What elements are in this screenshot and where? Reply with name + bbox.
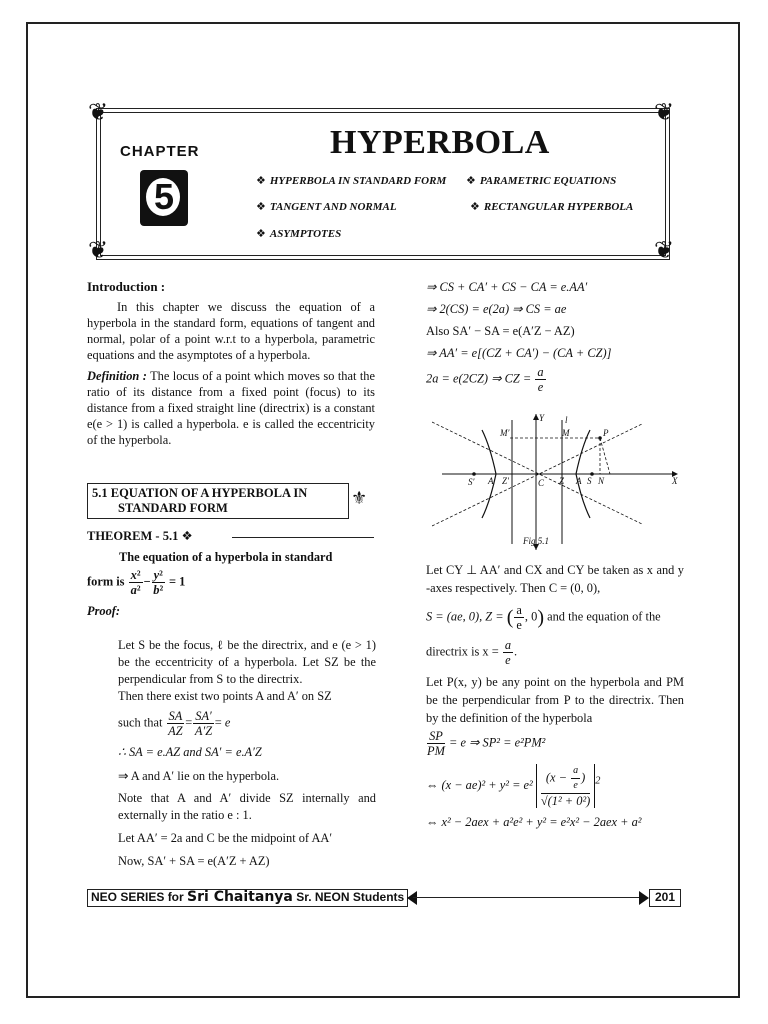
- fig-label: N: [598, 476, 605, 486]
- ornament-corner-icon: ❦: [654, 98, 675, 126]
- fig-label: A′: [488, 476, 496, 486]
- proof-line: ⇒ A and A′ lie on the hyperbola.: [118, 769, 280, 783]
- fig-label: M′: [500, 428, 510, 438]
- equation-line: ⇒ AA′ = e[(CZ + CA′) − (CA + CZ)]: [426, 346, 612, 360]
- chapter-label: CHAPTER: [120, 143, 200, 160]
- section-ornament-icon: ⚜: [351, 488, 368, 509]
- fig-label: M: [562, 428, 570, 438]
- proof-line: Now, SA′ + SA = e(A′Z + AZ): [118, 854, 270, 868]
- fig-label: Y: [539, 413, 545, 423]
- theorem-rule: [232, 537, 374, 538]
- series-label: NEO SERIES for Sri Chaitanya Sr. NEON Students: [87, 889, 408, 907]
- theorem-text: The equation of a hyperbola in standard: [119, 550, 333, 564]
- diamond-bullet-icon: ❖: [256, 174, 266, 187]
- intro-paragraph: In this chapter we discuss the equation of a hyperbola in the standard form, equations of tangent and normal, polar of a point w.r.t to a hyperbola, parametric equations and the asymptotes of a hyperbola.: [87, 300, 375, 362]
- equation-line: Also SA′ − SA = e(A′Z − AZ): [426, 324, 575, 338]
- proof-line: Then there exist two points A and A′ on SZ: [118, 689, 332, 703]
- right-column-lower: [426, 561, 684, 830]
- section-heading-box: [87, 483, 349, 519]
- arrow-right-icon: [639, 891, 649, 905]
- proof-line: Let S be the focus, ℓ be the directrix, and e (e > 1) be the eccentricity of a hyperbola. Let SZ be the perpendicular from S to the directrix.: [118, 638, 376, 686]
- proof-line: ∴ SA = e.AZ and SA′ = e.A′Z: [118, 745, 262, 759]
- right-column: [426, 279, 684, 394]
- footer-rule: [413, 897, 643, 898]
- hyperbola-figure: [432, 412, 682, 552]
- chapter-title: HYPERBOLA: [330, 124, 550, 161]
- definition-paragraph: Definition : The locus of a point which moves so that the ratio of its distance from a fixed point (focus) to its distance from a fixed straight line (directrix) is a constant e(e > 1) is called a hyperbola. e is called the eccentricity of the hyperbola.: [87, 369, 375, 447]
- theorem-block: [87, 549, 375, 619]
- topic-item: ❖ ASYMPTOTES: [256, 227, 342, 240]
- section-title: 5.1 EQUATION OF A HYPERBOLA IN: [92, 486, 308, 500]
- equation-line: 2a = e(2CZ) ⇒ CZ = $\frac{a}{e}$: [426, 365, 544, 394]
- fig-label: S′: [468, 477, 475, 487]
- asymptote: [432, 422, 642, 524]
- ornament-corner-icon: ❦: [88, 236, 109, 264]
- fig-label: l: [565, 415, 568, 425]
- proof-equation: such that $\frac{SA}{AZ}$ = $\frac{SA'}{A'Z}$ = e: [118, 709, 231, 738]
- equation-line: directrix is x = $\frac{a}{e}$ .: [426, 638, 518, 667]
- fig-label: Z′: [502, 476, 509, 486]
- page-footer: [87, 889, 681, 907]
- figure-caption: Fig 5.1: [523, 536, 549, 546]
- equation-line: ⇒ CS + CA′ + CS − CA = e.AA′: [426, 280, 588, 294]
- topic-item: ❖ HYPERBOLA IN STANDARD FORM: [256, 174, 447, 187]
- diamond-bullet-icon: ❖: [256, 227, 266, 240]
- diamond-bullet-icon: ❖: [470, 200, 480, 213]
- diamond-bullet-icon: ❖: [466, 174, 476, 187]
- diamond-bullet-icon: ❖: [256, 200, 266, 213]
- theorem-equation: form is $\frac{\text{x²}}{\text{a²}}$ − $\frac{\text{y²}}{\text{b²}}$ = 1: [87, 568, 186, 597]
- equation-line: ⇒ 2(CS) = e(2a) ⇒ CS = ae: [426, 302, 567, 316]
- ornament-corner-icon: ❦: [654, 236, 675, 264]
- fig-label: C: [538, 478, 545, 488]
- paragraph: Let CY ⊥ AA′ and CX and CY be taken as x and y -axes respectively. Then C = (0, 0),: [426, 563, 684, 595]
- page-number: 201: [649, 889, 681, 907]
- fig-label: P: [603, 428, 609, 438]
- topic-item: ❖ PARAMETRIC EQUATIONS: [466, 174, 617, 187]
- proof-body: [118, 637, 376, 869]
- proof-label: Proof:: [87, 604, 121, 618]
- chapter-number: 5: [153, 176, 175, 217]
- proof-line: Let AA′ = 2a and C be the midpoint of AA′: [118, 831, 333, 845]
- equation-line: ⇔ x² − 2aex + a²e² + y² = e²x² − 2aex + a²: [426, 815, 642, 829]
- theorem-label: THEOREM - 5.1 ❖: [87, 528, 193, 543]
- section-title-line2: STANDARD FORM: [118, 501, 228, 515]
- equation-line: S = (ae, 0), Z = ( $\frac{a}{e}$ , 0) and the equation of the: [426, 603, 661, 632]
- asymptote: [432, 424, 642, 526]
- paragraph: Let P(x, y) be any point on the hyperbola and PM be the perpendicular from P to the directrix. Then by the definition of the hyperbola: [426, 675, 684, 725]
- fig-label: Z: [559, 476, 565, 486]
- fig-label: A: [576, 476, 582, 486]
- equation-line: ⇔ (x − ae)² + y² = e² (x − $\frac{a}{e}$ ) √(1² + 0²) $^2$: [426, 765, 601, 808]
- focal-line: [600, 438, 610, 474]
- topic-item: ❖ TANGENT AND NORMAL: [256, 200, 397, 213]
- diamond-bullet-icon: ❖: [181, 528, 193, 543]
- intro-heading: Introduction :: [87, 279, 166, 294]
- ornament-corner-icon: ❦: [88, 98, 109, 126]
- fig-label: X: [672, 476, 678, 486]
- equation-line: $\frac{SP}{PM}$ = e ⇒ SP² = e²PM²: [427, 729, 546, 758]
- topic-item: ❖ RECTANGULAR HYPERBOLA: [470, 200, 634, 213]
- arrow-left-icon: [407, 891, 417, 905]
- left-column: [87, 279, 375, 448]
- chapter-number-badge: [140, 170, 188, 226]
- fig-label: S: [587, 476, 592, 486]
- proof-line: Note that A and A′ divide SZ internally and externally in the ratio e : 1.: [118, 791, 376, 822]
